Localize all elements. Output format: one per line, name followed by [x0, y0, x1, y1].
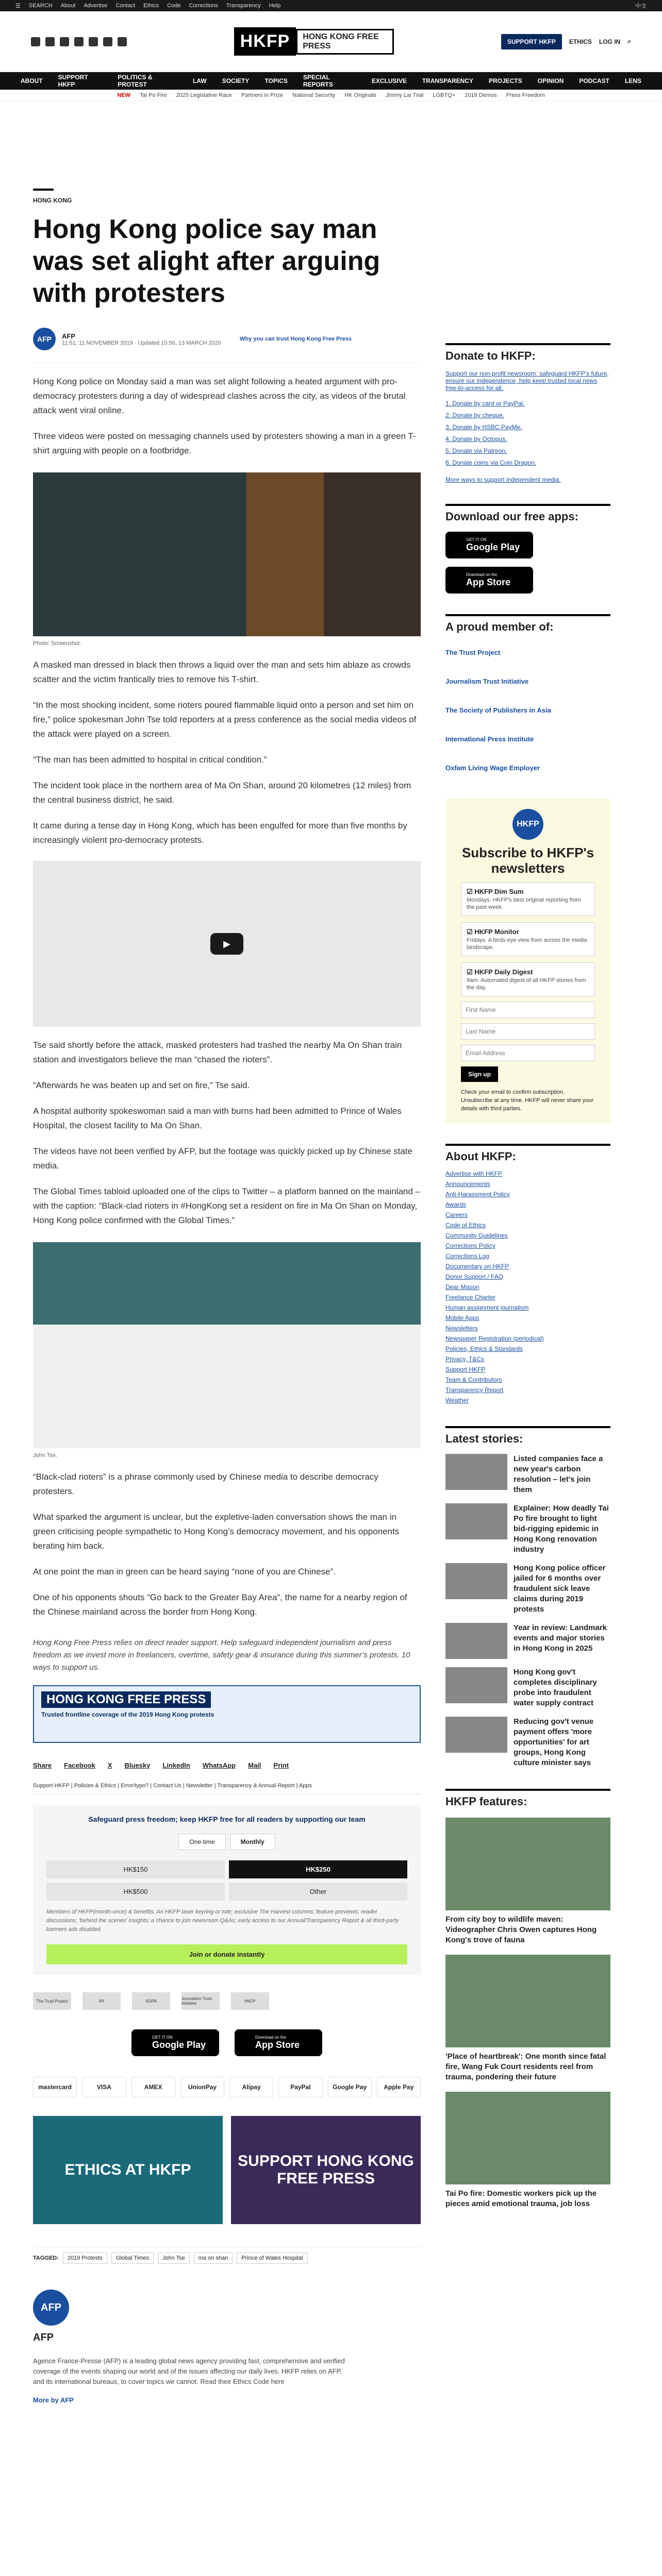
- support-note: Hong Kong Free Press relies on direct reader support. Help safeguard independent journalism and press freedom as we invest more in freelancers, overtime, safety gear & insurance during this summer’s protests. 10 ways to support us.: [33, 1638, 410, 1672]
- trending-item[interactable]: HK Originals: [344, 92, 377, 98]
- site-logo[interactable]: HKFP HONG KONG FREE PRESS: [234, 27, 394, 56]
- about-link[interactable]: About: [60, 3, 76, 9]
- search-link[interactable]: SEARCH: [28, 3, 53, 9]
- menu-icon[interactable]: ☰: [15, 3, 21, 9]
- author-avatar[interactable]: AFP: [33, 328, 56, 350]
- nav-item[interactable]: LAW: [193, 77, 207, 84]
- trending-item[interactable]: 2019 Demos: [465, 92, 497, 98]
- share-link[interactable]: X: [107, 1761, 112, 1769]
- trust-link[interactable]: Why you can trust Hong Kong Free Press: [240, 336, 352, 342]
- feature-image[interactable]: [445, 2092, 610, 2184]
- trending-item[interactable]: LGBTQ+: [433, 92, 456, 98]
- partner-logo[interactable]: The Trust Project: [33, 1992, 71, 2010]
- story-title[interactable]: Reducing gov't venue payment offers 'more opportunities' for art groups, Hong Kong culture minister says: [514, 1717, 594, 1767]
- amount-option[interactable]: HK$250: [229, 1860, 407, 1878]
- feature-title[interactable]: 'Place of heartbreak': One month since fatal fire, Wang Fuk Court residents reel from trauma, pondering their future: [445, 2052, 606, 2081]
- author-bio: Agence France-Presse (AFP) is a leading global news agency providing fast, comprehensive and verified coverage of the events shaping our world and of the issues affecting our daily lives. HKFP relies on AFP, and its international bureaus, to cover topics we cannot. Read their Ethics Code here: [33, 2357, 345, 2385]
- share-link[interactable]: LinkedIn: [162, 1761, 190, 1769]
- tag[interactable]: John Tse: [158, 2252, 190, 2264]
- amount-option[interactable]: Other: [229, 1883, 407, 1901]
- story-title[interactable]: Hong Kong police officer jailed for 6 months over fraudulent sick leave claims during 2019 protests: [514, 1564, 606, 1614]
- new-badge: NEW: [117, 92, 130, 98]
- latest-story[interactable]: [445, 1717, 610, 1768]
- feature-title[interactable]: Tai Po fire: Domestic workers pick up the pieces amid emotional trauma, job loss: [445, 2189, 597, 2208]
- latest-story[interactable]: [445, 1503, 610, 1555]
- about-link[interactable]: Support HKFP: [445, 1366, 486, 1373]
- about-link[interactable]: Code of Ethics: [445, 1222, 486, 1229]
- about-link[interactable]: Corrections Log: [445, 1252, 489, 1260]
- payment-methods: [33, 2077, 421, 2097]
- join-button[interactable]: Join or donate instantly: [46, 1944, 407, 1964]
- about-link[interactable]: Awards: [445, 1201, 466, 1208]
- trending-item[interactable]: Tai Po Fire: [139, 92, 167, 98]
- advertise-link[interactable]: Advertise: [84, 3, 108, 9]
- payment-logo: Alipay: [229, 2077, 273, 2097]
- story-thumbnail: [445, 1667, 507, 1703]
- payment-logo: mastercard: [33, 2077, 77, 2097]
- search-icon[interactable]: ⌕: [627, 38, 631, 45]
- story-title[interactable]: Year in review: Landmark events and major stories in Hong Kong in 2025: [514, 1623, 607, 1653]
- about-link[interactable]: Corrections Policy: [445, 1242, 495, 1249]
- about-link[interactable]: Freelance Charter: [445, 1294, 495, 1301]
- about-link[interactable]: Careers: [445, 1211, 468, 1218]
- about-link[interactable]: Weather: [445, 1397, 469, 1404]
- trending-item[interactable]: Press Freedom: [506, 92, 545, 98]
- paragraph: A masked man dressed in black then throws a liquid over the man and sets him ablaze as crowds scatter and the victim frantically tries to remove his T-shirt.: [33, 660, 411, 684]
- member-logo[interactable]: Oxfam Living Wage Employer: [445, 764, 540, 772]
- amount-option[interactable]: HK$500: [46, 1883, 225, 1901]
- share-links: [33, 1761, 421, 1769]
- nav-item[interactable]: EXCLUSIVE: [371, 77, 407, 84]
- paragraph: One of his opponents shouts “Go back to the Greater Bay Area”, the name for a nearby region of the Chinese mainland across the border from Hong Kong.: [33, 1592, 407, 1617]
- photo-caption: John Tse.: [33, 1452, 57, 1459]
- support-banner[interactable]: HONG KONG FREE PRESS Trusted frontline coverage of the 2019 Hong Kong protests: [33, 1685, 421, 1743]
- share-link[interactable]: Bluesky: [124, 1761, 151, 1769]
- about-link[interactable]: Anti-Harassment Policy: [445, 1191, 510, 1198]
- signup-button[interactable]: Sign up: [461, 1066, 498, 1082]
- donate-method-link[interactable]: 4. Donate by Octopus.: [445, 435, 507, 443]
- app-store-button[interactable]: Download on the App Store: [235, 2029, 322, 2056]
- hkfp-badge: HKFP: [512, 809, 543, 840]
- payment-logo: Apple Pay: [377, 2077, 421, 2097]
- more-ways-link[interactable]: More ways to support independent media.: [445, 476, 561, 483]
- facebook-icon[interactable]: [31, 37, 40, 46]
- author-avatar[interactable]: AFP: [33, 2290, 69, 2326]
- telegram-icon[interactable]: [118, 37, 127, 46]
- partner-logo[interactable]: SOPA: [132, 1992, 170, 2010]
- donate-method-link[interactable]: 2. Donate by cheque.: [445, 412, 505, 419]
- nav-item[interactable]: SUPPORT HKFP: [58, 74, 88, 88]
- paragraph: A hospital authority spokeswoman said a man with burns had been admitted to Prince of Wales Hospital, the closest facility to Ma On Shan.: [33, 1106, 402, 1130]
- payment-logo: VISA: [82, 2077, 126, 2097]
- linkedin-icon[interactable]: [89, 37, 98, 46]
- about-link[interactable]: Announcements: [445, 1180, 490, 1188]
- paragraph: Hong Kong police on Monday said a man was set alight following a heated argument with pro-democracy protesters during a day of widespread clashes across the city, as videos of the brutal attack went viral online.: [33, 377, 406, 415]
- donate-title: Donate to HKFP:: [445, 343, 610, 363]
- payment-logo: UnionPay: [180, 2077, 224, 2097]
- member-title: A proud member of:: [445, 614, 610, 634]
- newsletter-box: [445, 799, 610, 1123]
- ethics-link[interactable]: ETHICS: [569, 38, 592, 45]
- donate-method-link[interactable]: 3. Donate by HSBC PayMe.: [445, 423, 522, 431]
- ethics-promo[interactable]: ETHICS AT HKFP: [33, 2116, 223, 2224]
- support-promo[interactable]: SUPPORT HONG KONG FREE PRESS: [231, 2116, 421, 2224]
- tag[interactable]: Prince of Wales Hospital: [237, 2252, 307, 2264]
- paragraph: It came during a tense day in Hong Kong, which has been engulfed for more than five months by increasingly violent pro-democracy protests.: [33, 821, 407, 845]
- newsletter-option[interactable]: ☑ HKFP Dim Sum Mondays. HKFP's best original reporting from the past week.: [461, 882, 595, 916]
- support-button[interactable]: SUPPORT HKFP: [501, 34, 562, 49]
- more-by-author-link[interactable]: More by AFP: [33, 2396, 74, 2404]
- latest-story[interactable]: [445, 1454, 610, 1495]
- trending-bar: [0, 90, 662, 101]
- google-play-button[interactable]: GET IT ON Google Play: [445, 532, 533, 558]
- features-title: HKFP features:: [445, 1789, 610, 1808]
- paragraph: “Afterwards he was beaten up and set on fire,” Tse said.: [33, 1080, 250, 1090]
- partner-logo[interactable]: IPI: [82, 1992, 121, 2010]
- paragraph: The videos have not been verified by AFP, but the footage was quickly picked up by Chinese state media.: [33, 1146, 412, 1171]
- tag[interactable]: Global Times: [111, 2252, 154, 2264]
- share-link[interactable]: Print: [273, 1761, 289, 1769]
- nav-item[interactable]: SOCIETY: [222, 77, 250, 84]
- story-thumbnail: [445, 1563, 507, 1599]
- nav-item[interactable]: TOPICS: [264, 77, 288, 84]
- trending-item[interactable]: Jimmy Lai Trial: [386, 92, 424, 98]
- feature-image[interactable]: [445, 1955, 610, 2047]
- help-link[interactable]: Help: [269, 3, 281, 9]
- video-player[interactable]: [33, 861, 421, 1027]
- article-title: Hong Kong police say man was set alight after arguing with protesters: [33, 214, 380, 308]
- donate-heading: Safeguard press freedom; keep HKFP free for all readers by supporting our team: [88, 1815, 366, 1823]
- paragraph: What sparked the argument is unclear, but the expletive-laden conversation shows the man in green criticising people sympathetic to Hong Kong’s democracy movement, and his opponents berating him back.: [33, 1512, 400, 1551]
- about-link[interactable]: Newspaper Registration (periodical): [445, 1335, 544, 1342]
- latest-story[interactable]: [445, 1623, 610, 1659]
- feature-image[interactable]: [445, 1818, 610, 1910]
- about-link[interactable]: Newsletters: [445, 1325, 478, 1332]
- author-box: [33, 2290, 421, 2404]
- nav-item[interactable]: ABOUT: [21, 77, 43, 84]
- story-title[interactable]: Hong Kong gov't completes disciplinary probe into fraudulent water supply contract: [514, 1668, 597, 1707]
- paragraph: The Global Times tabloid uploaded one of the clips to Twitter – a platform banned on the mainland – with the caption: “Black-clad rioters in #HongKong set a resident on fire in Ma On Shan on Monday, Hong Kong police confirmed with the Global Times.”: [33, 1187, 420, 1225]
- newsletter-title: Subscribe to HKFP's newsletters: [461, 845, 594, 876]
- about-link[interactable]: Transparency Report: [445, 1386, 504, 1394]
- about-link[interactable]: Privacy, T&Cs: [445, 1355, 484, 1363]
- share-link[interactable]: Mail: [248, 1761, 261, 1769]
- about-link[interactable]: Team & Contributors: [445, 1376, 502, 1383]
- apps-title: Download our free apps:: [445, 504, 610, 523]
- social-links: [31, 37, 127, 46]
- story-thumbnail: [445, 1503, 507, 1539]
- story-thumbnail: [445, 1454, 507, 1490]
- tab-one-time[interactable]: One-time: [178, 1834, 225, 1850]
- language-link[interactable]: 中文: [635, 3, 647, 9]
- site-header: [0, 11, 662, 72]
- payment-logo: AMEX: [131, 2077, 175, 2097]
- tags: TAGGED: 2019 Protests Global Times John Tse ma on shan Prince of Wales Hospital: [33, 2247, 421, 2264]
- donate-methods: [445, 398, 610, 469]
- author-name[interactable]: AFP: [33, 2332, 54, 2343]
- paragraph: Tse said shortly before the attack, masked protesters had trashed the nearby Ma On Shan train station and investigators believe the man “chased the rioters”.: [33, 1040, 402, 1064]
- nav-item[interactable]: OPINION: [537, 77, 564, 84]
- donate-method-link[interactable]: 5. Donate via Patreon.: [445, 447, 507, 454]
- youtube-icon[interactable]: [74, 37, 84, 46]
- payment-logo: Google Pay: [328, 2077, 372, 2097]
- nav-item[interactable]: PROJECTS: [488, 77, 522, 84]
- paragraph: Three videos were posted on messaging channels used by protesters showing a man in a green T-shirt arguing with people on a footbridge.: [33, 431, 416, 455]
- newsletter-note: Check your email to confirm subscription. Unsubscribe at any time. HKFP will never share your details with third parties.: [461, 1089, 594, 1112]
- trending-item[interactable]: 2025 Legislative Race: [176, 92, 232, 98]
- nav-item[interactable]: PODCAST: [579, 77, 609, 84]
- ethics-link[interactable]: Ethics: [143, 3, 159, 9]
- author-name[interactable]: AFP: [62, 332, 75, 340]
- feature-title[interactable]: From city boy to wildlife maven: Videographer Chris Owen captures Hong Kong's trove of fauna: [445, 1915, 597, 1944]
- nav-item[interactable]: LENS: [624, 77, 641, 84]
- app-store-button[interactable]: Download on the App Store: [445, 567, 533, 594]
- article-date: 11:51, 11 NOVEMBER 2019 · Updated 15:56, 13 MARCH 2020: [62, 340, 221, 346]
- tag[interactable]: 2019 Protests: [63, 2252, 107, 2264]
- first-name-input[interactable]: First Name: [461, 1002, 595, 1018]
- article-footer-links[interactable]: Support HKFP | Policies & Ethics | Error/typo? | Contact Us | Newsletter | Transparency & Annual Report | Apps: [33, 1783, 421, 1794]
- x-icon[interactable]: [45, 37, 55, 46]
- about-link[interactable]: Mobile Apps: [445, 1314, 479, 1321]
- payment-logo: PayPal: [278, 2077, 322, 2097]
- about-link[interactable]: Advertise with HKFP: [445, 1170, 503, 1177]
- story-thumbnail: [445, 1717, 507, 1753]
- bluesky-icon[interactable]: [103, 37, 112, 46]
- article-photo: [33, 472, 421, 636]
- photo-caption: Photo: Screenshot.: [33, 640, 81, 647]
- story-thumbnail: [445, 1623, 507, 1659]
- article-category[interactable]: HONG KONG: [33, 189, 54, 204]
- top-bar: [0, 0, 662, 11]
- sidebar: [445, 101, 610, 2404]
- article: [33, 101, 421, 2404]
- play-icon[interactable]: ▶: [210, 933, 243, 955]
- donate-box: [33, 1805, 421, 1975]
- about-link[interactable]: Dear Mason: [445, 1283, 479, 1291]
- nav-item[interactable]: POLITICS & PROTEST: [118, 74, 153, 88]
- partner-logo[interactable]: Journalism Trust Initiative: [181, 1992, 220, 2010]
- donate-method-link[interactable]: 1. Donate by card or PayPal.: [445, 400, 525, 407]
- share-link[interactable]: Share: [33, 1761, 52, 1769]
- article-photo: [33, 1242, 421, 1448]
- corrections-link[interactable]: Corrections: [189, 3, 218, 9]
- about-title: About HKFP:: [445, 1144, 610, 1163]
- about-link[interactable]: Community Guidelines: [445, 1232, 508, 1239]
- share-link[interactable]: WhatsApp: [202, 1761, 236, 1769]
- login-link[interactable]: LOG IN: [599, 38, 621, 45]
- paragraph: “In the most shocking incident, some rioters poured flammable liquid onto a person and set him on fire,” police spokesman John Tse told reporters at a press conference as the social media videos of the attack were played on a screen.: [33, 700, 417, 739]
- about-link[interactable]: Donor Support / FAQ: [445, 1273, 504, 1280]
- tab-monthly[interactable]: Monthly: [230, 1834, 275, 1850]
- trending-item[interactable]: Partners in Prize: [241, 92, 284, 98]
- tag[interactable]: ma on shan: [194, 2252, 233, 2264]
- latest-story[interactable]: [445, 1667, 610, 1708]
- about-link[interactable]: Policies, Ethics & Standards: [445, 1345, 523, 1352]
- donate-method-link[interactable]: 6. Donate coins via Coin Dragon.: [445, 459, 537, 466]
- transparency-link[interactable]: Transparency: [226, 3, 261, 9]
- latest-story[interactable]: [445, 1563, 610, 1615]
- nav-item[interactable]: TRANSPARENCY: [422, 77, 473, 84]
- google-play-button[interactable]: GET IT ON Google Play: [131, 2029, 219, 2056]
- main-nav: [0, 72, 662, 90]
- member-logo[interactable]: International Press Institute: [445, 735, 534, 743]
- member-logo[interactable]: The Trust Project: [445, 648, 501, 656]
- partner-logos: [33, 1992, 421, 2010]
- paragraph: The incident took place in the northern area of Ma On Shan, around 20 kilometres (12 miles) from the central business district, he said.: [33, 781, 411, 805]
- donate-intro[interactable]: Support our non-profit newsroom: safeguard HKFP's future, ensure our independence, help keep trusted local news free-to-access for all.: [445, 370, 609, 392]
- paragraph: At one point the man in green can be heard saying “none of you are Chinese”.: [33, 1567, 336, 1577]
- code-link[interactable]: Code: [167, 3, 181, 9]
- contact-link[interactable]: Contact: [115, 3, 136, 9]
- about-link[interactable]: Documentary on HKFP: [445, 1263, 509, 1270]
- share-link[interactable]: Facebook: [64, 1761, 95, 1769]
- newsletter-option[interactable]: ☑ HKFP Daily Digest 9am. Automated digest of all HKFP stories from the day.: [461, 962, 595, 996]
- story-title[interactable]: Listed companies face a new year's carbon resolution – let's join them: [514, 1454, 603, 1494]
- latest-title: Latest stories:: [445, 1426, 610, 1446]
- member-logo[interactable]: Journalism Trust Initiative: [445, 677, 529, 685]
- paragraph: “Black-clad rioters” is a phrase commonly used by Chinese media to describe democracy protesters.: [33, 1472, 378, 1496]
- donate-note: Members of HKFP(month-once) & benefits: An HKFP laser keyring or tote; exclusive The Harvest columns; feature previews; reader discussions; 'behind the scenes' insights; a chance to join newsroom Q&As; early access to our Annual/Transparency Report & all third-party banners ads disabled.: [46, 1909, 399, 1933]
- partner-logo[interactable]: HKFP: [231, 1992, 269, 2010]
- email-input[interactable]: Email Address: [461, 1045, 595, 1061]
- last-name-input[interactable]: Last Name: [461, 1023, 595, 1040]
- instagram-icon[interactable]: [60, 37, 69, 46]
- nav-item[interactable]: SPECIAL REPORTS: [303, 74, 333, 88]
- paragraph: “The man has been admitted to hospital in critical condition.”: [33, 755, 267, 765]
- byline: [33, 328, 421, 363]
- member-logo[interactable]: The Society of Publishers in Asia: [445, 706, 551, 714]
- story-title[interactable]: Explainer: How deadly Tai Po fire brought to light bid-rigging epidemic in Hong Kong renovation industry: [514, 1504, 609, 1554]
- amount-option[interactable]: HK$150: [46, 1860, 225, 1878]
- about-link[interactable]: Human assignment journalism: [445, 1304, 529, 1311]
- newsletter-option[interactable]: ☑ HKFP Monitor Fridays. A birds-eye view from across the media landscape.: [461, 922, 595, 956]
- trending-item[interactable]: National Security: [292, 92, 336, 98]
